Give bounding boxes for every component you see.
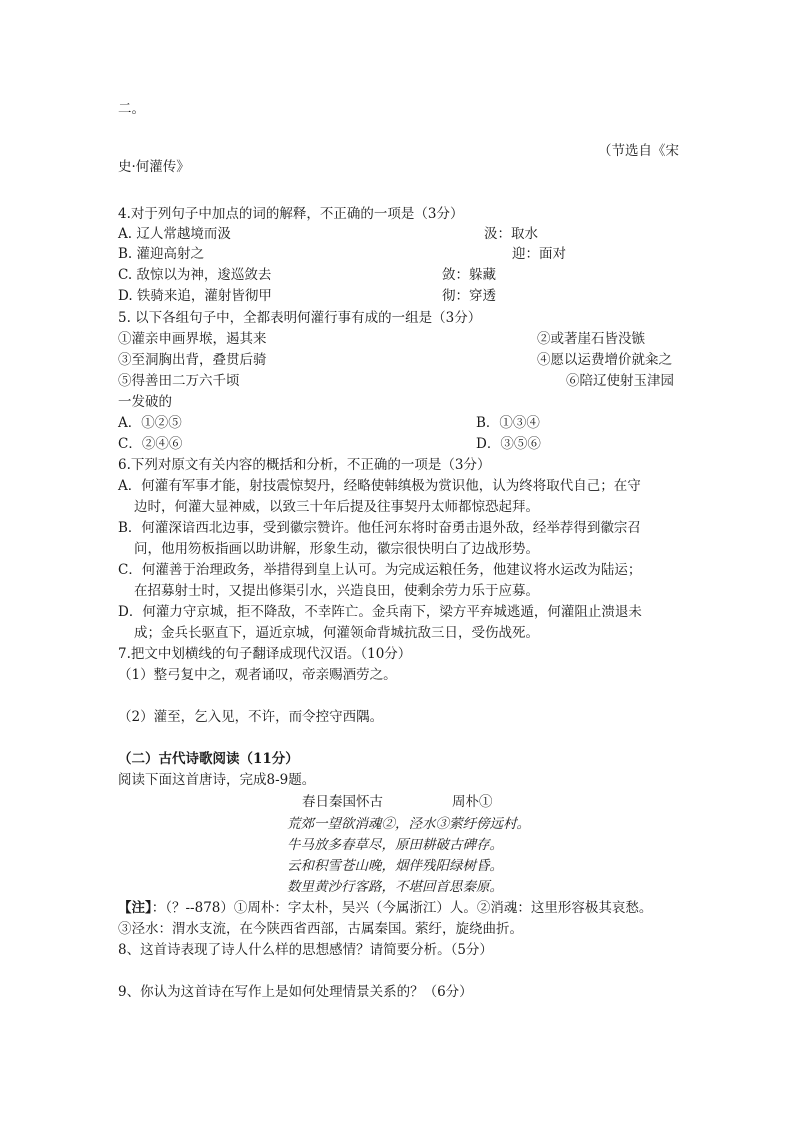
- question-5-stem: 5. 以下各组句子中，全都表明何灌行事有成的一组是（3分）: [118, 310, 482, 326]
- q6-line: C．何灌善于治理政务，举措得到皇上认可。为完成运粮任务，他建议将水运改为陆运；: [118, 562, 642, 578]
- q7-sentence-1: （1）整弓复中之，观者诵叹，帝亲赐酒劳之。: [118, 667, 397, 683]
- poem-note-text: ：（？--878）①周朴：字太朴，吴兴（今属浙江）人。②消魂：这里形容极其哀愁。: [151, 900, 653, 916]
- poem-line: 云和积雪苍山晚，烟伴残阳绿树昏。: [287, 858, 503, 874]
- q6-line: D．何灌力守京城，拒不降敌，不幸阵亡。金兵南下，梁方平弃城逃遁，何灌阻止溃退未: [118, 604, 642, 620]
- section-heading: （二）古代诗歌阅读（11分）: [118, 751, 299, 767]
- q5-item: ①灌亲申画界堠，遏其来: [118, 331, 267, 347]
- q5-choice-d: D．③⑤⑥: [476, 436, 541, 452]
- q6-line: 边时，何灌大显神威，以致三十年后提及往事契丹太师都惊恐起拜。: [134, 499, 539, 515]
- q5-choice-a: A．①②⑤: [118, 415, 182, 431]
- q4-option-a: A. 辽人常越境而汲: [118, 226, 231, 242]
- q5-item: ⑥陪辽使射玉津园: [566, 373, 674, 389]
- q4-gloss-c: 敛：躲藏: [442, 267, 496, 283]
- q4-gloss-d: 彻：穿透: [442, 288, 496, 304]
- q4-option-d: D. 铁骑来追，灌射皆彻甲: [118, 288, 272, 304]
- q4-option-c: C. 敌惊以为神，逡巡敛去: [118, 267, 272, 283]
- poem-note: [118, 899, 652, 917]
- poem-line: 数里黄沙行客路，不堪回首思秦原。: [287, 879, 503, 895]
- question-9: 9、你认为这首诗在写作上是如何处理情景关系的？（6分）: [118, 984, 473, 1000]
- section-intro: 阅读下面这首唐诗，完成8-9题。: [118, 772, 316, 788]
- q5-item: ③至洞胸出背，叠贯后骑: [118, 352, 267, 368]
- q5-item: ⑤得善田二万六千顷: [118, 373, 240, 389]
- source-citation: （节选自《宋: [598, 143, 679, 159]
- fragment-text: 二。: [118, 101, 145, 117]
- q6-line: 问，他用笏板指画以助讲解，形象生动，徽宗很快明白了边战形势。: [134, 541, 539, 557]
- q7-sentence-2: （2）灌至，乞入见，不许，而令控守西隅。: [118, 709, 384, 725]
- poem-note-cont: ③泾水：渭水支流，在今陕西省西部，古属秦国。萦纡，旋绕曲折。: [118, 921, 523, 937]
- poem-title: 春日秦国怀古: [302, 794, 383, 810]
- q4-gloss-a: 汲：取水: [484, 226, 538, 242]
- q5-item: ②或著崖石皆没镞: [537, 331, 645, 347]
- q5-choice-b: B．①③④: [476, 415, 540, 431]
- poem-author: 周朴①: [452, 794, 493, 810]
- q5-item: ④愿以运费增价就籴之: [537, 352, 672, 368]
- q5-item-tail: 一发破的: [118, 394, 172, 410]
- q4-gloss-b: 迎：面对: [512, 246, 566, 262]
- q6-line: 在招募射士时，又提出修渠引水，兴造良田，使剩余劳力乐于应募。: [134, 583, 539, 599]
- question-4-stem: 4.对于列句子中加点的词的解释，不正确的一项是（3分）: [118, 206, 464, 222]
- q5-choice-c: C．②④⑥: [118, 436, 183, 452]
- q6-line: A．何灌有军事才能，射技震惊契丹，经略使韩缜极为赏识他，认为终将取代自己；在守: [118, 478, 641, 494]
- question-6-stem: 6.下列对原文有关内容的概括和分析，不正确的一项是（3分）: [118, 457, 491, 473]
- poem-line: 荒郊一望欲消魂②，泾水③萦纡傍远村。: [287, 816, 530, 832]
- q6-line: 成；金兵长驱直下，逼近京城，何灌领命背城抗敌三日，受伤战死。: [134, 625, 539, 641]
- question-8: 8、这首诗表现了诗人什么样的思想感情？请简要分析。（5分）: [118, 942, 493, 958]
- source-citation-cont: 史·何灌传》: [118, 159, 190, 175]
- question-7-stem: 7.把文中划横线的句子翻译成现代汉语。（10分）: [118, 646, 412, 662]
- poem-line: 牛马放多春草尽，原田耕破古碑存。: [287, 837, 503, 853]
- q4-option-b: B. 灌迎高射之: [118, 246, 205, 262]
- q6-line: B．何灌深谙西北边事，受到徽宗赞许。他任河东将时奋勇击退外敌，经举荐得到徽宗召: [118, 520, 641, 536]
- poem-note-label: 【注】: [118, 900, 152, 916]
